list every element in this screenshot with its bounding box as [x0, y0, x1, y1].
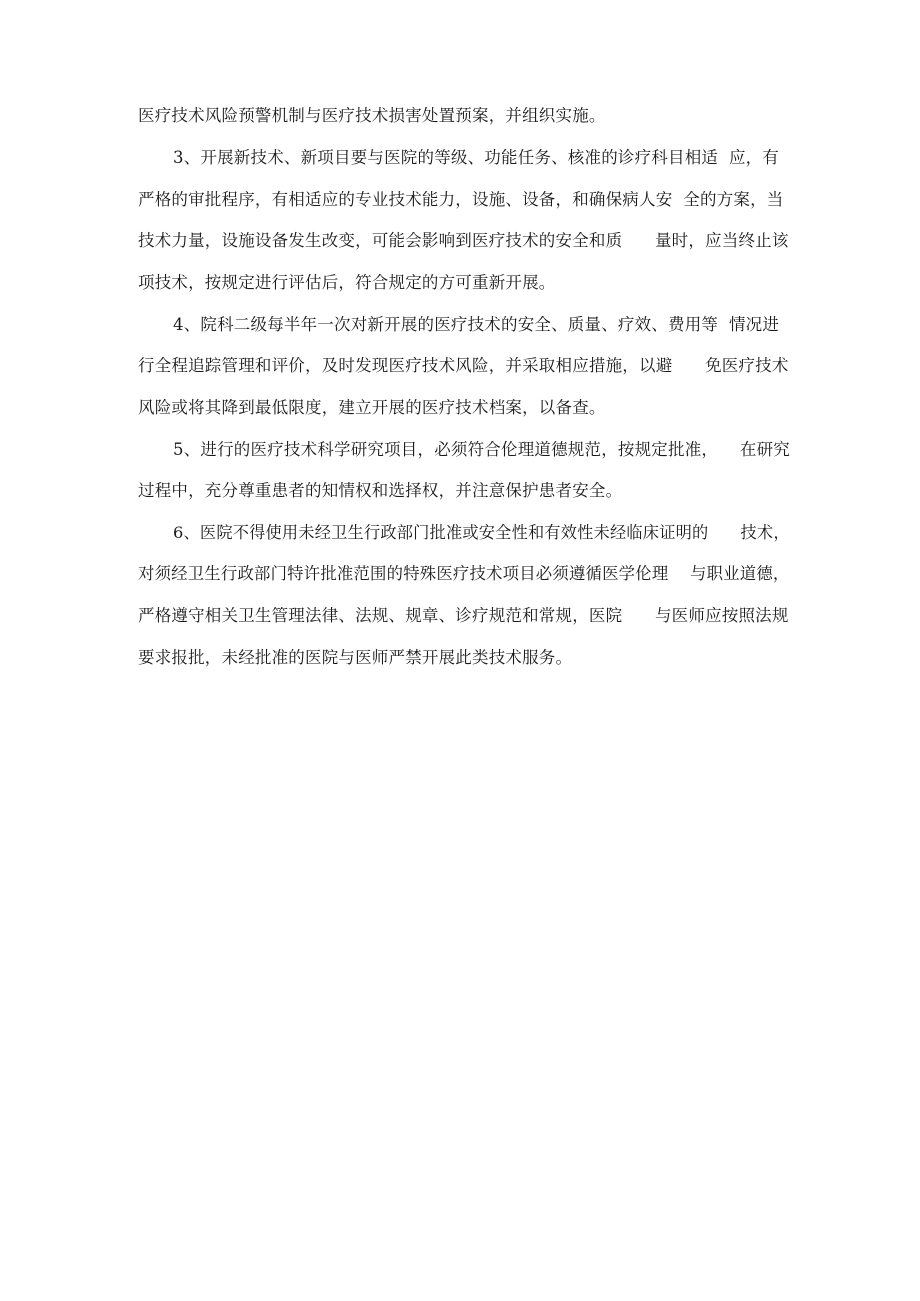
text-line-4: 技术力量，设施设备发生改变，可能会影响到医疗技术的安全和质 量时，应当终止该	[138, 231, 789, 250]
text-line-12: 对须经卫生行政部门特许批准范围的特殊医疗技术项目必须遵循医学伦理 与职业道德，	[138, 564, 790, 583]
text-line-5: 项技术，按规定进行评估后，符合规定的方可重新开展。	[138, 273, 556, 292]
text-line-2: 3、开展新技术、新项目要与医院的等级、功能任务、核准的诊疗科目相适 应，有	[173, 148, 780, 167]
text-line-6: 4、院科二级每半年一次对新开展的医疗技术的安全、质量、疗效、费用等 情况进	[173, 315, 780, 334]
text-line-8: 风险或将其降到最低限度，建立开展的医疗技术档案，以备查。	[138, 398, 606, 417]
text-line-7: 行全程追踪管理和评价，及时发现医疗技术风险，并采取相应措施，以避 免医疗技术	[138, 356, 789, 375]
text-line-14: 要求报批，未经批准的医院与医师严禁开展此类技术服务。	[138, 648, 573, 667]
text-line-9: 5、进行的医疗技术科学研究项目，必须符合伦理道德规范，按规定批准， 在研究	[173, 440, 790, 459]
text-line-3: 严格的审批程序，有相适应的专业技术能力，设施、设备，和确保病人安 全的方案，当	[138, 190, 784, 209]
text-line-13: 严格遵守相关卫生管理法律、法规、规章、诊疗规范和常规，医院 与医师应按照法规	[138, 606, 789, 625]
text-line-11: 6、医院不得使用未经卫生行政部门批准或安全性和有效性未经临床证明的 技术，	[173, 523, 790, 542]
text-line-10: 过程中，充分尊重患者的知情权和选择权，并注意保护患者安全。	[138, 481, 623, 500]
text-line-1: 医疗技术风险预警机制与医疗技术损害处置预案，并组织实施。	[138, 106, 606, 125]
